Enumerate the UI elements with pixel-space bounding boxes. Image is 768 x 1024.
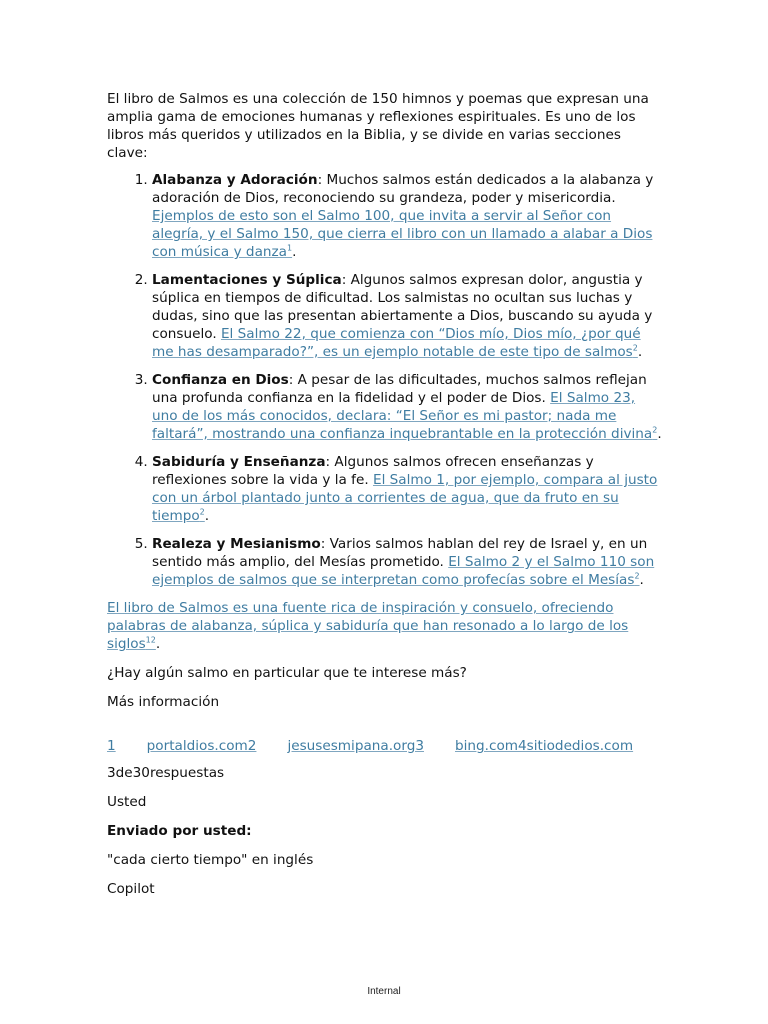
summary-paragraph: El libro de Salmos es una fuente rica de inspiración y consuelo, ofreciendo palabras de alabanza, súplica y sabiduría que han resonado a lo largo de los siglos$^{12}$. [107,600,629,652]
section-text: : A pesar de las dificultades, muchos salmos reflejan una profunda confianza en la fidelidad y el poder de Dios. [152,372,647,406]
source-link-portaldios[interactable]: portaldios.com2 [146,738,257,754]
intro-paragraph: El libro de Salmos es una colección de 150 himnos y poemas que expresan una amplia gama de emociones humanas y reflexiones espirituales. Es uno de los libros más queridos y utilizados en la Biblia, y se divide en varias secciones clave: [107,91,649,161]
section-title: Confianza en Dios [152,372,289,388]
citation-link[interactable]: El Salmo 2 y el Salmo 110 son ejemplos de salmos que se interpretan como profecías sobre el Mesías$^2$ [152,554,655,588]
citation-link[interactable]: El Salmo 1, por ejemplo, compara al justo con un árbol plantado junto a corrientes de agua, que da fruto en su tiempo$^2$ [152,472,658,524]
citation-link[interactable]: El Salmo 22, que comienza con “Dios mío, Dios mío, ¿por qué me has desamparado?”, es un ejemplo notable de este tipo de salmos$^2$ [152,326,641,360]
section-title: Sabiduría y Enseñanza [152,454,326,470]
responses-count: 3de30respuestas [107,765,225,781]
footnote-marker[interactable]: 2 [652,425,658,435]
footnote-marker[interactable]: 2 [632,343,638,353]
section-title: Lamentaciones y Súplica [152,272,342,288]
source-link-bing[interactable]: bing.com4sitiodedios.com [455,738,634,754]
section-text: : Muchos salmos están dedicados a la alabanza y adoración de Dios, reconociendo su grandeza, poder y misericordia. [152,172,654,206]
list-item: 2. Lamentaciones y Súplica: Algunos salmos expresan dolor, angustia y súplica en tiempos de dificultad. Los salmistas no ocultan sus luchas y dudas, sino que las presentan abiertamente a Dios, buscando su ayuda y consuelo. El Salmo 22, que comienza con “Dios mío, Dios mío, ¿por qué me has desamparado?”, es un ejemplo notable de este tipo de salmos$^2$. [152,271,663,361]
sent-by-label: Enviado por usted: [107,823,252,839]
section-title: Realeza y Mesianismo [152,536,321,552]
footer-classification: Internal [367,986,401,997]
citation-link[interactable]: Ejemplos de esto son el Salmo 100, que invita a servir al Señor con alegría, y el Salmo 150, que cierra el libro con un llamado a alabar a Dios con música y danza$^1$ [152,208,653,260]
list-item: 4. Sabiduría y Enseñanza: Algunos salmos ofrecen enseñanzas y reflexiones sobre la vida y la fe. El Salmo 1, por ejemplo, compara al justo con un árbol plantado junto a corrientes de agua, que da fruto en su tiempo$^2$. [152,453,663,525]
footnote-marker[interactable]: 2 [199,507,205,517]
user-label: Usted [107,794,147,810]
footnote-marker[interactable]: 2 [634,571,640,581]
section-text: : Varios salmos hablan del rey de Israel y, en un sentido más amplio, del Mesías prometido. [152,536,648,570]
list-item: 5. Realeza y Mesianismo: Varios salmos hablan del rey de Israel y, en un sentido más amplio, del Mesías prometido. El Salmo 2 y el Salmo 110 son ejemplos de salmos que se interpretan como profecías sobre el Mesías$^2$. [152,535,663,589]
sources-list [107,737,663,755]
list-item: 1. Alabanza y Adoración: Muchos salmos están dedicados a la alabanza y adoración de Dios, reconociendo su grandeza, poder y misericordia. Ejemplos de esto son el Salmo 100, que invita a servir al Señor con alegría, y el Salmo 150, que cierra el libro con un llamado a alabar a Dios con música y danza$^1$. [152,171,663,261]
footnote-marker[interactable]: 12 [145,635,156,645]
assistant-label: Copilot [107,881,155,897]
footnote-marker[interactable]: 1 [286,243,293,253]
source-link-jesusesmipana[interactable]: jesusesmipana.org3 [287,738,424,754]
section-title: Alabanza y Adoración [152,172,318,188]
source-link-1[interactable]: 1 [107,738,116,754]
list-item: 3. Confianza en Dios: A pesar de las dificultades, muchos salmos reflejan una profunda confianza en la fidelidad y el poder de Dios. El Salmo 23, uno de los más conocidos, declara: “El Señor es mi pastor; nada me faltará”, mostrando una confianza inquebrantable en la protección divina$^2$. [152,371,663,443]
more-info-label: Más información [107,694,220,710]
sections-list [107,171,663,589]
follow-up-question: ¿Hay algún salmo en particular que te interese más? [107,665,467,681]
summary-link[interactable]: El libro de Salmos es una fuente rica de inspiración y consuelo, ofreciendo palabras de alabanza, súplica y sabiduría que han resonado a lo largo de los siglos$^{12}$ [107,600,629,652]
citation-link[interactable]: El Salmo 23, uno de los más conocidos, declara: “El Señor es mi pastor; nada me faltará”, mostrando una confianza inquebrantable en la protección divina$^2$ [152,390,658,442]
section-text: : Algunos salmos expresan dolor, angustia y súplica en tiempos de dificultad. Los salmistas no ocultan sus luchas y dudas, sino que las presentan abiertamente a Dios, buscando su ayuda y consuelo. [152,272,653,342]
user-message: "cada cierto tiempo" en inglés [107,852,314,868]
section-text: : Algunos salmos ofrecen enseñanzas y reflexiones sobre la vida y la fe. [152,454,594,488]
document-body [107,90,663,909]
